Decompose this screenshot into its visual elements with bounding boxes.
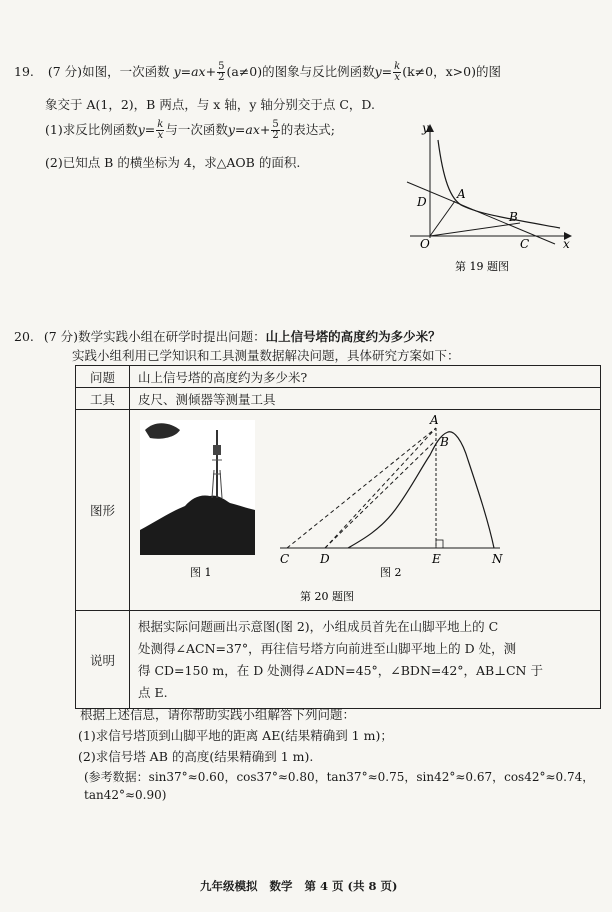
q20-fig2-label-c: C (280, 552, 290, 566)
q19-label-b: B (509, 210, 518, 224)
q20-fig2-label-d: D (320, 552, 330, 566)
row-label-figure: 图形 (76, 410, 130, 611)
q20-score: (7 分) (43, 329, 79, 344)
q20-fig2-label-a: A (430, 413, 439, 427)
q19-line-dc (407, 182, 555, 244)
q20-figures (130, 410, 600, 610)
q19-number: 19. (14, 64, 34, 79)
q19-label-a: A (457, 187, 466, 201)
q20-fig2-label-e: E (432, 552, 441, 566)
q19-frac-k-x: $\frac{k}{x}$ (394, 61, 401, 83)
row-label-problem: 问题 (76, 366, 130, 388)
row-value-problem: 山上信号塔的高度约为多少米? (130, 366, 601, 388)
q19-eq2: y= (374, 64, 393, 79)
notes-line: 得 CD=150 m，在 D 处测得∠ADN=45°，∠BDN=42°，AB⊥CN 于 (138, 662, 543, 678)
q19-label-y: y (422, 121, 429, 135)
q19-score: (7 分) (47, 64, 83, 79)
q19-line2: 象交于 A(1，2)，B 两点，与 x 轴，y 轴分别交于点 C，D. (45, 97, 375, 112)
row-value-tools: 皮尺、测倾器等测量工具 (130, 388, 601, 410)
q19-segment-oa (430, 201, 455, 236)
right-angle-mark (436, 540, 443, 548)
row-value-figure (130, 410, 601, 611)
q20-number: 20. (14, 329, 34, 344)
q19-label-o: O (420, 237, 430, 251)
row-value-notes (130, 611, 601, 709)
q19-text-c: 的图 (475, 64, 501, 79)
q20-line1 (14, 327, 441, 345)
q19-label-x: x (563, 237, 570, 251)
q19-segment-ob (430, 223, 520, 236)
row-label-tools: 工具 (76, 388, 130, 410)
q19-text-b: 的图象与反比例函数 (262, 64, 375, 79)
q19-line1 (14, 62, 501, 83)
notes-line: 处测得∠ACN=37°，再往信号塔方向前进至山脚平地上的 D 处，测 (138, 640, 517, 656)
q19-eq1: y=ax+ (173, 64, 217, 79)
q20-part2: (2)求信号塔 AB 的高度(结果精确到 1 m). (78, 749, 314, 764)
q20-fig2-label-b: B (440, 435, 449, 449)
sight-line-ca (287, 428, 436, 548)
q20-table (75, 365, 601, 709)
q20-fig2-label-n: N (492, 552, 503, 566)
q20-followup: 根据上述信息，请你帮助实践小组解答下列问题： (80, 707, 356, 722)
q19-figure-caption: 第 19 题图 (455, 260, 509, 273)
q20-figure-title: 第 20 题图 (300, 590, 354, 603)
q19-cond2: (k≠0，x>0) (402, 64, 476, 79)
q20-reference-1: (参考数据：sin37°≈0.60，cos37°≈0.80，tan37°≈0.75，sin42°≈0.67，cos42°≈0.74， (84, 770, 595, 784)
q20-reference-2: tan42°≈0.90) (84, 788, 167, 802)
q19-cond1: (a≠0) (226, 64, 263, 79)
q19-text: 如图，一次函数 (82, 64, 170, 79)
notes-line: 根据实际问题画出示意图(图 2)，小组成员首先在山脚平地上的 C (138, 618, 499, 634)
page-footer: 九年级模拟 数学 第 4 页 (共 8 页) (200, 879, 398, 893)
q19-frac-5-2: $\frac{5}{2}$ (218, 61, 225, 83)
q20-fig1-caption: 图 1 (190, 566, 212, 579)
sight-line-db (325, 440, 436, 548)
sight-line-da (325, 428, 436, 548)
q20-part1: (1)求信号塔顶到山脚平地的距离 AE(结果精确到 1 m)； (78, 728, 393, 743)
row-label-notes: 说明 (76, 611, 130, 709)
q19-part1: (1)求反比例函数y= $\frac{k}{x}$ 与一次函数y=ax+ $\frac{5}{2}$ 的表达式; (45, 119, 335, 141)
q20-figure2-diagram (280, 428, 500, 548)
q20-fig2-caption: 图 2 (380, 566, 402, 579)
notes-line: 点 E. (138, 684, 168, 700)
q19-hyperbola (438, 140, 560, 228)
q20-intro: 数学实践小组在研学时提出问题： (78, 329, 266, 344)
q20-figure1-photo (140, 420, 255, 555)
q19-label-d: D (417, 195, 427, 209)
q20-question-bold: 山上信号塔的高度约为多少米？ (265, 329, 441, 344)
q19-figure (395, 118, 595, 278)
q19-label-c: C (520, 237, 530, 251)
q19-part2: (2)已知点 B 的横坐标为 4，求△AOB 的面积. (45, 155, 301, 170)
q20-intro2: 实践小组利用已学知识和工具测量数据解决问题，具体研究方案如下： (72, 348, 460, 363)
mountain-outline (348, 432, 494, 548)
